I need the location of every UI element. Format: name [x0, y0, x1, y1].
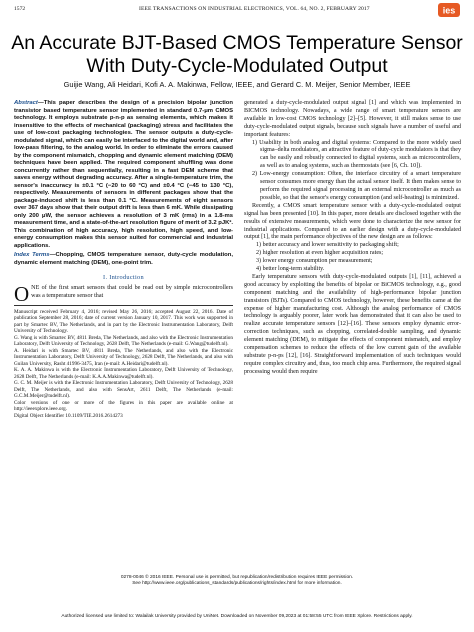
- index-terms: [14, 252, 233, 267]
- list-item: 3) lower energy consumption per measurement;: [256, 258, 373, 265]
- footnote-author-heidari: A. Heidari is with Smartec BV, 4811 Breda, The Netherlands, and also with the Electronic Instrumentation Laboratory, Delft University of Technology, 2628 Delft, The Netherlands, and also with Guilan University, Rasht 41996-3475, Iran (e-mail: A.Heidari@tudelft.nl).: [14, 347, 233, 367]
- abstract-text: —This paper describes the design of a precision bipolar junction transistor based temperature sensor implemented in standard 0.7-μm CMOS technology. It employs substrate p-n-p as sensing elements, which makes it insensitive to the effects of mechanical (packaging) stress and facilitates the use of low-cost packaging technologies. The sensor outputs a duty-cycle-modulated signal, which can easily be interfaced to the digital world and, after low-pass filtering, to the analog world. In order to eliminate the errors caused by the component mismatch, chopping and dynamic element matching (DEM) techniques have been applied. The required component shuffling was done concurrently rather than sequentially, resulting in a fast DEM scheme that saves energy without degrading accuracy. After a single-temperature trim, the sensor's inaccuracy is ±0.1 °C (−20 to 60 °C) and ±0.4 °C (−45 to 130 °C), respectively. Measurements of sensors in different packages show that the package-induced shift is less than 0.1 °C. Measurements of eight sensors over 367 days show that their output drift is less than 6 mK. While dissipating only 200 μW, the sensor achieves a resolution of 3 mK (rms) in a 1.8-ms measurement time, and a state-of-the-art resolution figure of merit of 3.2 pJK². This combination of high accuracy, high resolution, high speed, and low-energy consumption makes this sensor suited for commercial and industrial applications.: [14, 100, 233, 249]
- paper-title: An Accurate BJT-Based CMOS Temperature Sensor With Duty-Cycle-Modulated Output: [11, 32, 463, 77]
- logo-text: ies: [442, 5, 456, 16]
- abstract: [14, 100, 233, 250]
- footnote-manuscript: Manuscript received February 4, 2016; revised May 26, 2016; accepted August 22, 2016. Date of publication September 28, 2016; date of current version January 10, 2017. This work was supported in part by Smartec BV, The Netherlands, and in part by the Electronic Instrumentation Laboratory, Delft University of Technology.: [14, 308, 233, 335]
- left-column: [14, 100, 233, 419]
- section-heading-introduction: I. Introduction: [103, 274, 144, 281]
- list-item: 1) Usability in both analog and digital systems: Compared to the more widely used sigma–delta modulators, an attractive feature of duty-cycle modulators is that they can be easily and robustly connected to digital systems, such as microcontrollers, as well as to analog systems, such as thermostats (see [6, Ch. 10]).: [252, 139, 461, 170]
- permissions-line: See http://www.ieee.org/publications_standards/publications/rights/index.html for more information.: [132, 581, 342, 586]
- footnote-color-versions: Color versions of one or more of the figures in this paper are available online at http://ieeexplore.ieee.org.: [14, 399, 233, 413]
- footnote-author-wang: G. Wang is with Smartec BV, 4811 Breda, The Netherlands, and also with the Electronic Instrumentation Laboratory, Delft University of Technology, 2628 Delft, The Netherlands (e-mail: G.Wang@tudelft.nl).: [14, 334, 233, 348]
- copyright-footer: [14, 575, 460, 587]
- index-terms-label: Index Terms: [14, 252, 50, 258]
- ies-logo-icon: [438, 3, 460, 17]
- body-paragraph: Recently, a CMOS smart temperature sensor with a duty-cycle-modulated output signal has been presented [10]. In this paper, more details are disclosed together with the results of extensive measurements, which were done to characterize the new sensor for industrial applications. Compared to an earlier design with a duty-cycle-modulated output [1], the main performance objectives of the new design are as follows:: [244, 202, 461, 241]
- drop-cap: O: [14, 281, 30, 306]
- footnote-author-makinwa: K. A. A. Makinwa is with the Electronic Instrumentation Laboratory, Delft University of Technology, 2628 Delft, The Netherlands (e-mail: K.A.A.Makinwa@tudelft.nl).: [14, 367, 233, 380]
- list-item: 4) better long-term stability.: [256, 266, 325, 273]
- intro-paragraph: ONE of the first smart sensors that could be read out by simple microcontrollers was a temperature sensor that: [14, 281, 233, 306]
- page-number: 1572: [14, 6, 26, 12]
- index-terms-text: —Chopping, CMOS temperature sensor, duty-cycle modulation, dynamic element matching (DEM), one-point trim.: [14, 252, 233, 266]
- list-item: 2) higher resolution at even higher acquisition rates;: [256, 250, 384, 257]
- license-notice: Authorized licensed use limited to: Walailak University provided by UniNet. Downloaded on November 09,2023 at 01:58:55 UTC from IEEE Xplore. Restrictions apply.: [61, 614, 413, 619]
- body-paragraph: Early temperature sensors with duty-cycle-modulated outputs [1], [11], achieved a good accuracy by exploiting the benefits of bipolar or BiCMOS technology, e.g., good component matching and the availability of high-performance bipolar junction transistors (BJTs). Compared to CMOS technology, however, these benefits came at the expense of higher manufacturing cost. Although the analog performance of CMOS technology is arguably poorer, later work has demonstrated that it can also be used to realize accurate temperature sensors [12]–[16]. These sensors employ dynamic error-correction techniques, such as chopping, correlated-double sampling, and dynamic element matching (DEM), to mitigate the effects of component mismatch, and employ compensation schemes to reduce the effects of the low current gain of the available substrate p-n-ps [12], [16]. Straightforward implementation of such techniques would require complex circuitry and, thus, too much chip area. Furthermore, the required signal processing would then require: [244, 273, 461, 375]
- footnote-rule: [14, 305, 233, 306]
- right-column: [244, 100, 461, 377]
- abstract-label: Abstract: [14, 100, 38, 106]
- list-item: 2) Low-energy consumption: Often, the interface circuitry of a smart temperature sensor consumes more energy than the actual sensor itself. It then makes sense to perform the required signal processing in an external microcontroller as much as possible, so that the sensor's energy consumption (and self-heating) is minimized.: [252, 171, 461, 201]
- section-title: Introduction: [109, 274, 144, 281]
- footnote-doi: Digital Object Identifier 10.1109/TIE.2016.2614273: [14, 412, 123, 419]
- journal-title: IEEE TRANSACTIONS ON INDUSTRIAL ELECTRONICS, VOL. 64, NO. 2, FEBRUARY 2017: [139, 6, 370, 12]
- running-header: [14, 3, 460, 19]
- footnote-author-meijer: G. C. M. Meijer is with the Electronic Instrumentation Laboratory, Delft University of Technology, 2628 Delft, The Netherlands, and also with SensArt, 2611 Delft, The Netherlands (e-mail: G.C.M.Meijer@tudelft.nl).: [14, 380, 233, 400]
- body-paragraph: generated a duty-cycle-modulated output signal [1] and which was implemented in BICMOS technology. Nowadays, a wide range of smart temperature sensors are available in low-cost CMOS technology [2]–[5]. However, it still makes sense to use duty-cycle-modulated output signals, because such signals have a number of useful and important features:: [244, 100, 461, 138]
- author-list: Guijie Wang, Ali Heidari, Kofi A. A. Makinwa, Fellow, IEEE, and Gerard C. M. Meijer, Senior Member, IEEE: [63, 80, 411, 89]
- copyright-line: 0278-0046 © 2016 IEEE. Personal use is permitted, but republication/redistribution requires IEEE permission.: [120, 575, 354, 580]
- list-item: 1) better accuracy and lower sensitivity to packaging shift;: [256, 242, 399, 249]
